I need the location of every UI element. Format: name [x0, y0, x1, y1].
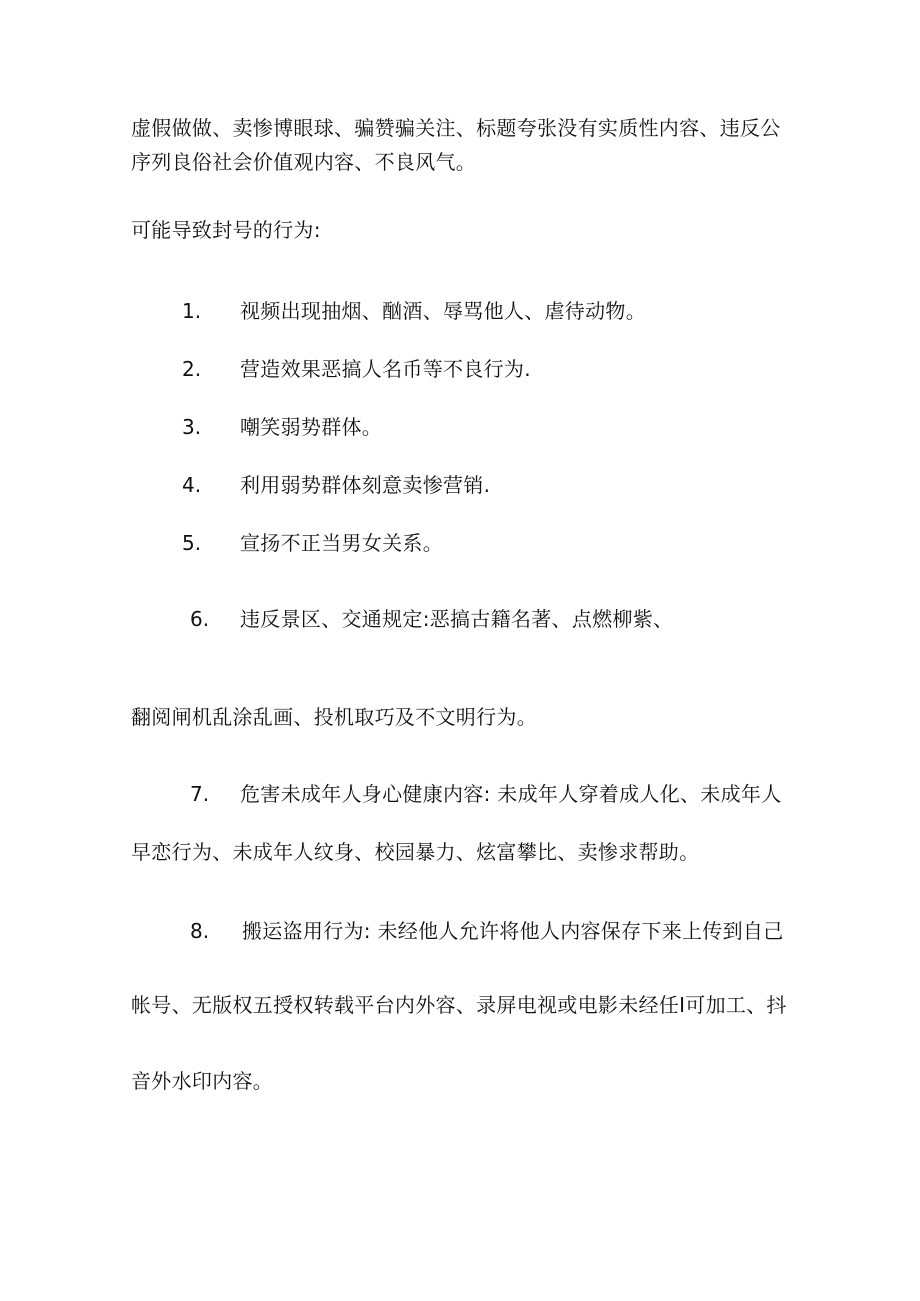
list-item-number: 8. [190, 919, 210, 943]
list-item-number: 1. [182, 299, 202, 323]
intro-line-1: 虚假做做、卖惨博眼球、骗赞骗关注、标题夸张没有实质性内容、违反公 [131, 116, 781, 140]
list-item-number: 6. [190, 607, 210, 631]
section-heading: 可能导致封号的行为: [131, 218, 321, 242]
list-item-text: 营造效果恶搞人名币等不良行为. [240, 357, 531, 381]
list-item-continuation: 翻阅闸机乱涂乱画、投机取巧及不文明行为。 [131, 705, 537, 729]
list-item-text: 嘲笑弱势群体。 [240, 415, 383, 439]
intro-line-2: 序列良俗社会价值观内容、不良风气。 [131, 150, 477, 174]
list-item-text: 利用弱势群体刻意卖惨营销. [240, 473, 491, 497]
list-item-number: 3. [182, 415, 202, 439]
list-item-text: 视频出现抽烟、酗酒、辱骂他人、虐待动物。 [240, 299, 646, 323]
list-item-continuation: 音外水印内容。 [131, 1069, 274, 1093]
list-item-text: 搬运盗用行为: 未经他人允许将他人内容保存下来上传到自己 [242, 919, 784, 943]
list-item-number: 2. [182, 357, 202, 381]
list-item-text: 危害未成年人身心健康内容: 未成年人穿着成人化、未成年人 [240, 782, 782, 806]
list-item-number: 4. [182, 473, 202, 497]
list-item-continuation: 帐号、无版权五授权转载平台内外容、录屏电视或电影未经任I可加工、抖 [131, 993, 787, 1017]
list-item-number: 5. [182, 531, 202, 555]
list-item-continuation: 早恋行为、未成年人纹身、校园暴力、炫富攀比、卖惨求帮助。 [131, 840, 700, 864]
list-item-number: 7. [190, 782, 210, 806]
list-item-text: 宣扬不正当男女关系。 [240, 531, 443, 555]
list-item-text: 违反景区、交通规定:恶搞古籍名著、点燃柳紫、 [240, 607, 674, 631]
